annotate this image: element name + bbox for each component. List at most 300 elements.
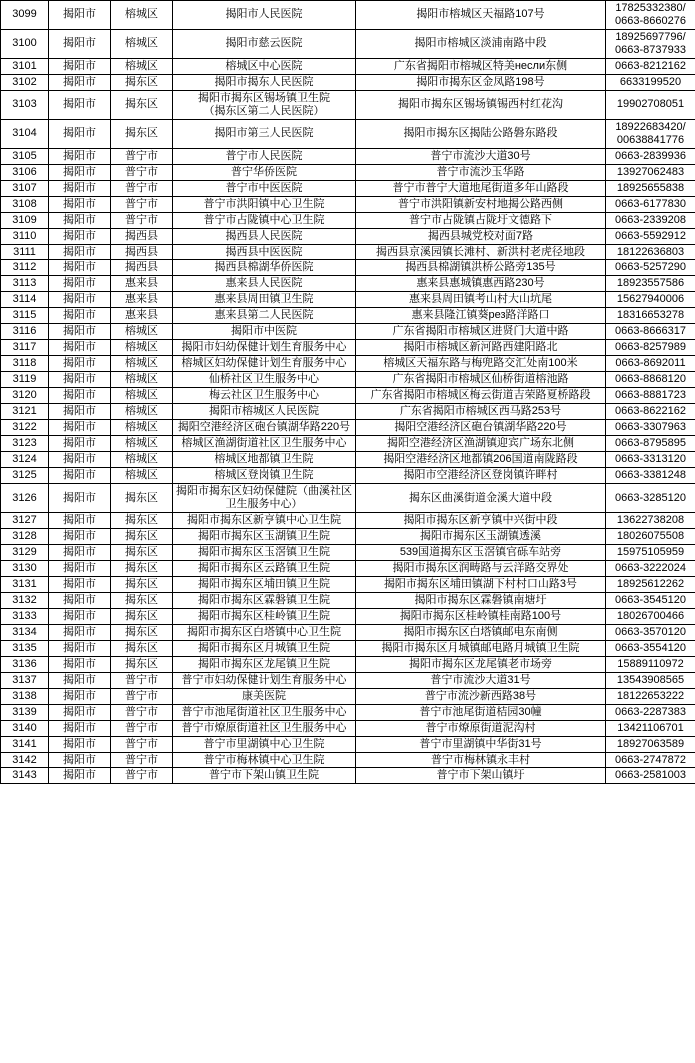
cell-district: 普宁市 [111, 164, 173, 180]
cell-id: 3105 [1, 148, 49, 164]
cell-address: 揭阳市榕城区新河路西建阳路北 [356, 340, 606, 356]
cell-phone: 13927062483 [606, 164, 695, 180]
cell-institution: 普宁市燎原街道社区卫生服务中心 [173, 720, 356, 736]
table-row [1, 468, 695, 484]
table-row [1, 196, 695, 212]
cell-city: 揭阳市 [49, 340, 111, 356]
cell-phone: 0663-8212162 [606, 58, 695, 74]
table-row [1, 58, 695, 74]
table-row [1, 452, 695, 468]
cell-id: 3126 [1, 484, 49, 513]
cell-phone: 15975105959 [606, 544, 695, 560]
cell-address: 揭阳市榕城区淡浦南路中段 [356, 29, 606, 58]
cell-institution: 揭阳市揭东人民医院 [173, 74, 356, 90]
cell-institution: 榕城区中心医院 [173, 58, 356, 74]
cell-id: 3130 [1, 560, 49, 576]
cell-phone: 13543908565 [606, 672, 695, 688]
cell-address: 广东省揭阳市榕城区西马路253号 [356, 404, 606, 420]
cell-id: 3103 [1, 90, 49, 119]
cell-phone: 13622738208 [606, 512, 695, 528]
cell-institution: 揭阳市慈云医院 [173, 29, 356, 58]
cell-city: 揭阳市 [49, 688, 111, 704]
cell-institution: 揭阳市人民医院 [173, 1, 356, 30]
cell-institution: 揭西县中医医院 [173, 244, 356, 260]
table-row [1, 180, 695, 196]
cell-address: 普宁市流沙大道30号 [356, 148, 606, 164]
cell-district: 普宁市 [111, 212, 173, 228]
cell-city: 揭阳市 [49, 528, 111, 544]
cell-id: 3139 [1, 704, 49, 720]
cell-institution: 揭阳市揭东区龙尾镇卫生院 [173, 656, 356, 672]
cell-phone: 0663-3545120 [606, 592, 695, 608]
cell-address: 揭阳市空港经济区登岗镇许畔村 [356, 468, 606, 484]
table-row [1, 672, 695, 688]
cell-address: 揭阳市揭东区霖磐镇南塘圩 [356, 592, 606, 608]
cell-address: 广东省揭阳市榕城区仙桥街道榕池路 [356, 372, 606, 388]
cell-id: 3138 [1, 688, 49, 704]
cell-city: 揭阳市 [49, 436, 111, 452]
cell-city: 揭阳市 [49, 119, 111, 148]
table-row [1, 260, 695, 276]
cell-institution: 揭阳空港经济区砲台镇湖华路220号 [173, 420, 356, 436]
cell-id: 3104 [1, 119, 49, 148]
table-row [1, 592, 695, 608]
cell-district: 揭东区 [111, 560, 173, 576]
cell-id: 3143 [1, 768, 49, 784]
cell-city: 揭阳市 [49, 752, 111, 768]
cell-phone: 19902708051 [606, 90, 695, 119]
table-row [1, 624, 695, 640]
cell-district: 惠来县 [111, 276, 173, 292]
cell-institution: 揭阳市揭东区云路镇卫生院 [173, 560, 356, 576]
cell-id: 3121 [1, 404, 49, 420]
cell-address: 揭阳市揭东区桂岭镇桂南路100号 [356, 608, 606, 624]
cell-institution: 揭阳市榕城区人民医院 [173, 404, 356, 420]
table-row [1, 544, 695, 560]
cell-city: 揭阳市 [49, 1, 111, 30]
cell-institution: 惠来县人民医院 [173, 276, 356, 292]
cell-city: 揭阳市 [49, 656, 111, 672]
table-row [1, 736, 695, 752]
cell-phone: 0663-8257989 [606, 340, 695, 356]
cell-district: 榕城区 [111, 356, 173, 372]
cell-district: 普宁市 [111, 148, 173, 164]
cell-id: 3127 [1, 512, 49, 528]
cell-city: 揭阳市 [49, 356, 111, 372]
cell-id: 3140 [1, 720, 49, 736]
cell-city: 揭阳市 [49, 372, 111, 388]
cell-address: 普宁市流沙玉华路 [356, 164, 606, 180]
cell-id: 3123 [1, 436, 49, 452]
cell-city: 揭阳市 [49, 164, 111, 180]
cell-city: 揭阳市 [49, 244, 111, 260]
cell-city: 揭阳市 [49, 292, 111, 308]
cell-district: 榕城区 [111, 29, 173, 58]
cell-district: 普宁市 [111, 688, 173, 704]
cell-institution: 揭阳市揭东区玉湖镇卫生院 [173, 528, 356, 544]
cell-institution: 普宁市占陇镇中心卫生院 [173, 212, 356, 228]
cell-institution: 揭阳市揭东区妇幼保健院（曲溪社区卫生服务中心） [173, 484, 356, 513]
cell-district: 揭东区 [111, 624, 173, 640]
table-row [1, 308, 695, 324]
cell-city: 揭阳市 [49, 388, 111, 404]
cell-district: 揭东区 [111, 544, 173, 560]
cell-phone: 0663-8622162 [606, 404, 695, 420]
cell-id: 3124 [1, 452, 49, 468]
table-row [1, 276, 695, 292]
table-row [1, 608, 695, 624]
cell-district: 榕城区 [111, 340, 173, 356]
cell-id: 3132 [1, 592, 49, 608]
table-row [1, 119, 695, 148]
cell-address: 惠来县周田镇考山村大山坑尾 [356, 292, 606, 308]
cell-district: 惠来县 [111, 308, 173, 324]
cell-address: 揭阳市揭东区玉湖镇透溪 [356, 528, 606, 544]
cell-address: 揭东区曲溪街道金溪大道中段 [356, 484, 606, 513]
cell-institution: 普宁市妇幼保健计划生育服务中心 [173, 672, 356, 688]
cell-address: 揭阳空港经济区地都镇206国道南陇路段 [356, 452, 606, 468]
cell-id: 3111 [1, 244, 49, 260]
cell-address: 普宁市燎原街道泥沟村 [356, 720, 606, 736]
cell-id: 3118 [1, 356, 49, 372]
cell-id: 3106 [1, 164, 49, 180]
table-row [1, 29, 695, 58]
cell-phone: 0663-3313120 [606, 452, 695, 468]
cell-address: 揭西县城党校对面7路 [356, 228, 606, 244]
cell-institution: 仙桥社区卫生服务中心 [173, 372, 356, 388]
cell-id: 3141 [1, 736, 49, 752]
cell-id: 3102 [1, 74, 49, 90]
cell-address: 揭西县京溪园镇长滩村、新洪村老虎径地段 [356, 244, 606, 260]
table-row [1, 340, 695, 356]
cell-city: 揭阳市 [49, 468, 111, 484]
cell-city: 揭阳市 [49, 512, 111, 528]
cell-phone: 0663-3285120 [606, 484, 695, 513]
cell-district: 普宁市 [111, 180, 173, 196]
cell-phone: 18122653222 [606, 688, 695, 704]
cell-institution: 普宁市下架山镇卫生院 [173, 768, 356, 784]
cell-city: 揭阳市 [49, 420, 111, 436]
table-row [1, 704, 695, 720]
cell-id: 3131 [1, 576, 49, 592]
table-row [1, 212, 695, 228]
cell-institution: 普宁市人民医院 [173, 148, 356, 164]
cell-institution: 普宁华侨医院 [173, 164, 356, 180]
cell-district: 普宁市 [111, 736, 173, 752]
cell-district: 揭东区 [111, 608, 173, 624]
cell-address: 普宁市普宁大道地尾街道多年山路段 [356, 180, 606, 196]
cell-district: 榕城区 [111, 324, 173, 340]
cell-city: 揭阳市 [49, 29, 111, 58]
cell-institution: 榕城区地都镇卫生院 [173, 452, 356, 468]
cell-id: 3108 [1, 196, 49, 212]
cell-city: 揭阳市 [49, 58, 111, 74]
cell-phone: 0663-3381248 [606, 468, 695, 484]
cell-city: 揭阳市 [49, 276, 111, 292]
cell-district: 榕城区 [111, 388, 173, 404]
cell-institution: 揭阳市中医院 [173, 324, 356, 340]
cell-institution: 揭阳市揭东区埔田镇卫生院 [173, 576, 356, 592]
cell-city: 揭阳市 [49, 452, 111, 468]
cell-address: 揭西县棉湖镇洪桥公路旁135号 [356, 260, 606, 276]
cell-district: 榕城区 [111, 468, 173, 484]
cell-id: 3142 [1, 752, 49, 768]
cell-phone: 15627940006 [606, 292, 695, 308]
cell-id: 3128 [1, 528, 49, 544]
cell-phone: 18923557586 [606, 276, 695, 292]
cell-id: 3114 [1, 292, 49, 308]
cell-institution: 揭阳市揭东区锡场镇卫生院 （揭东区第二人民医院） [173, 90, 356, 119]
cell-id: 3125 [1, 468, 49, 484]
cell-phone: 0663-2747872 [606, 752, 695, 768]
cell-city: 揭阳市 [49, 148, 111, 164]
cell-address: 539国道揭东区玉滘镇官砾车站旁 [356, 544, 606, 560]
cell-institution: 揭阳市揭东区白塔镇中心卫生院 [173, 624, 356, 640]
cell-district: 揭东区 [111, 640, 173, 656]
cell-institution: 揭阳市揭东区玉滘镇卫生院 [173, 544, 356, 560]
cell-address: 揭阳市揭东区锡场镇锡西村红花沟 [356, 90, 606, 119]
cell-id: 3100 [1, 29, 49, 58]
cell-district: 榕城区 [111, 372, 173, 388]
cell-institution: 揭西县人民医院 [173, 228, 356, 244]
cell-id: 3115 [1, 308, 49, 324]
cell-address: 普宁市池尾街道桔园30幢 [356, 704, 606, 720]
cell-address: 普宁市流沙大道31号 [356, 672, 606, 688]
cell-city: 揭阳市 [49, 576, 111, 592]
cell-address: 揭阳市揭东区新亨镇中兴街中段 [356, 512, 606, 528]
table-row [1, 640, 695, 656]
cell-id: 3120 [1, 388, 49, 404]
cell-id: 3110 [1, 228, 49, 244]
cell-id: 3116 [1, 324, 49, 340]
cell-city: 揭阳市 [49, 544, 111, 560]
cell-city: 揭阳市 [49, 180, 111, 196]
cell-district: 普宁市 [111, 672, 173, 688]
cell-institution: 普宁市梅林镇中心卫生院 [173, 752, 356, 768]
cell-city: 揭阳市 [49, 672, 111, 688]
cell-institution: 揭阳市揭东区月城镇卫生院 [173, 640, 356, 656]
table-body [1, 1, 695, 784]
table-row [1, 228, 695, 244]
table-row [1, 244, 695, 260]
table-row [1, 576, 695, 592]
cell-district: 揭西县 [111, 244, 173, 260]
cell-city: 揭阳市 [49, 404, 111, 420]
cell-institution: 普宁市池尾街道社区卫生服务中心 [173, 704, 356, 720]
cell-district: 惠来县 [111, 292, 173, 308]
cell-district: 揭东区 [111, 576, 173, 592]
cell-address: 榕城区天福东路与梅兜路交汇处南100米 [356, 356, 606, 372]
cell-district: 榕城区 [111, 420, 173, 436]
cell-address: 普宁市下架山镇圩 [356, 768, 606, 784]
cell-address: 普宁市里湖镇中华街31号 [356, 736, 606, 752]
table-row [1, 292, 695, 308]
cell-phone: 0663-8881723 [606, 388, 695, 404]
cell-district: 榕城区 [111, 404, 173, 420]
table-row [1, 436, 695, 452]
cell-id: 3135 [1, 640, 49, 656]
cell-phone: 0663-2287383 [606, 704, 695, 720]
cell-district: 揭东区 [111, 90, 173, 119]
cell-institution: 榕城区登岗镇卫生院 [173, 468, 356, 484]
table-row [1, 720, 695, 736]
cell-phone: 18925655838 [606, 180, 695, 196]
cell-district: 揭东区 [111, 592, 173, 608]
cell-district: 揭东区 [111, 74, 173, 90]
cell-city: 揭阳市 [49, 74, 111, 90]
cell-district: 揭东区 [111, 528, 173, 544]
table-row [1, 388, 695, 404]
cell-address: 揭阳市揭东区白塔镇邮电东南侧 [356, 624, 606, 640]
cell-district: 普宁市 [111, 752, 173, 768]
cell-institution: 揭阳市妇幼保健计划生育服务中心 [173, 340, 356, 356]
cell-district: 榕城区 [111, 1, 173, 30]
table-row [1, 752, 695, 768]
cell-institution: 榕城区妇幼保健计划生育服务中心 [173, 356, 356, 372]
cell-address: 揭阳市揭东区埔田镇湖下村村口山路3号 [356, 576, 606, 592]
table-row [1, 512, 695, 528]
cell-address: 普宁市占陇镇占陇圩文德路下 [356, 212, 606, 228]
cell-city: 揭阳市 [49, 324, 111, 340]
cell-city: 揭阳市 [49, 90, 111, 119]
cell-institution: 康美医院 [173, 688, 356, 704]
cell-district: 榕城区 [111, 452, 173, 468]
cell-phone: 0663-8666317 [606, 324, 695, 340]
cell-phone: 18925697796/ 0663-8737933 [606, 29, 695, 58]
cell-institution: 梅云社区卫生服务中心 [173, 388, 356, 404]
table-row [1, 148, 695, 164]
cell-phone: 0663-3307963 [606, 420, 695, 436]
cell-city: 揭阳市 [49, 720, 111, 736]
cell-city: 揭阳市 [49, 560, 111, 576]
cell-id: 3136 [1, 656, 49, 672]
table-row [1, 372, 695, 388]
cell-address: 普宁市流沙新西路38号 [356, 688, 606, 704]
cell-address: 揭阳空港经济区渔湖镇迎宾广场东北侧 [356, 436, 606, 452]
cell-id: 3113 [1, 276, 49, 292]
cell-address: 广东省揭阳市榕城区进贤门大道中路 [356, 324, 606, 340]
cell-address: 惠来县隆江镇葵рез路洋路口 [356, 308, 606, 324]
cell-phone: 18026075508 [606, 528, 695, 544]
cell-district: 揭东区 [111, 656, 173, 672]
cell-institution: 揭阳市揭东区霖磐镇卫生院 [173, 592, 356, 608]
table-row [1, 90, 695, 119]
cell-district: 普宁市 [111, 196, 173, 212]
cell-id: 3129 [1, 544, 49, 560]
cell-id: 3099 [1, 1, 49, 30]
cell-id: 3101 [1, 58, 49, 74]
cell-address: 揭阳市揭东区龙尾镇老市场旁 [356, 656, 606, 672]
table-row [1, 656, 695, 672]
cell-city: 揭阳市 [49, 308, 111, 324]
cell-institution: 普宁市里湖镇中心卫生院 [173, 736, 356, 752]
cell-phone: 0663-2839936 [606, 148, 695, 164]
cell-phone: 0663-5592912 [606, 228, 695, 244]
cell-phone: 15889110972 [606, 656, 695, 672]
cell-address: 揭阳市榕城区天福路107号 [356, 1, 606, 30]
table-row [1, 484, 695, 513]
cell-phone: 0663-5257290 [606, 260, 695, 276]
cell-city: 揭阳市 [49, 608, 111, 624]
cell-district: 揭东区 [111, 119, 173, 148]
cell-id: 3133 [1, 608, 49, 624]
table-row [1, 688, 695, 704]
cell-district: 普宁市 [111, 704, 173, 720]
table-row [1, 560, 695, 576]
cell-address: 揭阳空港经济区砲台镇湖华路220号 [356, 420, 606, 436]
cell-id: 3137 [1, 672, 49, 688]
cell-city: 揭阳市 [49, 704, 111, 720]
table-row [1, 356, 695, 372]
cell-district: 揭西县 [111, 228, 173, 244]
table-row [1, 164, 695, 180]
cell-district: 揭东区 [111, 484, 173, 513]
cell-city: 揭阳市 [49, 228, 111, 244]
cell-district: 揭西县 [111, 260, 173, 276]
cell-phone: 6633199520 [606, 74, 695, 90]
table-row [1, 324, 695, 340]
cell-phone: 0663-8868120 [606, 372, 695, 388]
cell-phone: 0663-3222024 [606, 560, 695, 576]
table-row [1, 1, 695, 30]
cell-district: 普宁市 [111, 768, 173, 784]
cell-phone: 0663-3554120 [606, 640, 695, 656]
cell-phone: 0663-8692011 [606, 356, 695, 372]
table-row [1, 404, 695, 420]
cell-district: 榕城区 [111, 58, 173, 74]
cell-phone: 0663-8795895 [606, 436, 695, 452]
cell-institution: 惠来县第二人民医院 [173, 308, 356, 324]
cell-district: 榕城区 [111, 436, 173, 452]
cell-city: 揭阳市 [49, 260, 111, 276]
cell-institution: 揭西县棉湖华侨医院 [173, 260, 356, 276]
cell-city: 揭阳市 [49, 196, 111, 212]
cell-phone: 0663-2581003 [606, 768, 695, 784]
cell-institution: 惠来县周田镇卫生院 [173, 292, 356, 308]
cell-district: 揭东区 [111, 512, 173, 528]
cell-address: 惠来县惠城镇惠西路230号 [356, 276, 606, 292]
table-row [1, 420, 695, 436]
cell-phone: 18925612262 [606, 576, 695, 592]
cell-city: 揭阳市 [49, 768, 111, 784]
cell-city: 揭阳市 [49, 624, 111, 640]
cell-phone: 18316653278 [606, 308, 695, 324]
cell-city: 揭阳市 [49, 484, 111, 513]
cell-address: 普宁市洪阳镇新安村地揭公路西侧 [356, 196, 606, 212]
cell-id: 3112 [1, 260, 49, 276]
cell-phone: 13421106701 [606, 720, 695, 736]
cell-institution: 揭阳市第三人民医院 [173, 119, 356, 148]
table-row [1, 528, 695, 544]
cell-phone: 18922683420/ 00638841776 [606, 119, 695, 148]
cell-institution: 普宁市中医医院 [173, 180, 356, 196]
cell-phone: 18122636803 [606, 244, 695, 260]
cell-address: 普宁市梅林镇永丰村 [356, 752, 606, 768]
cell-id: 3117 [1, 340, 49, 356]
cell-address: 广东省揭阳市榕城区特美несли东侧 [356, 58, 606, 74]
cell-city: 揭阳市 [49, 736, 111, 752]
cell-id: 3107 [1, 180, 49, 196]
cell-address: 揭阳市揭东区金凤路198号 [356, 74, 606, 90]
cell-city: 揭阳市 [49, 640, 111, 656]
cell-address: 揭阳市揭东区润畴路与云洋路交界处 [356, 560, 606, 576]
cell-institution: 揭阳市揭东区新亨镇中心卫生院 [173, 512, 356, 528]
table-row [1, 74, 695, 90]
cell-address: 揭阳市揭东区揭陆公路磐东路段 [356, 119, 606, 148]
cell-institution: 榕城区渔湖街道社区卫生服务中心 [173, 436, 356, 452]
cell-id: 3122 [1, 420, 49, 436]
cell-address: 揭阳市揭东区月城镇邮电路月城镇卫生院 [356, 640, 606, 656]
